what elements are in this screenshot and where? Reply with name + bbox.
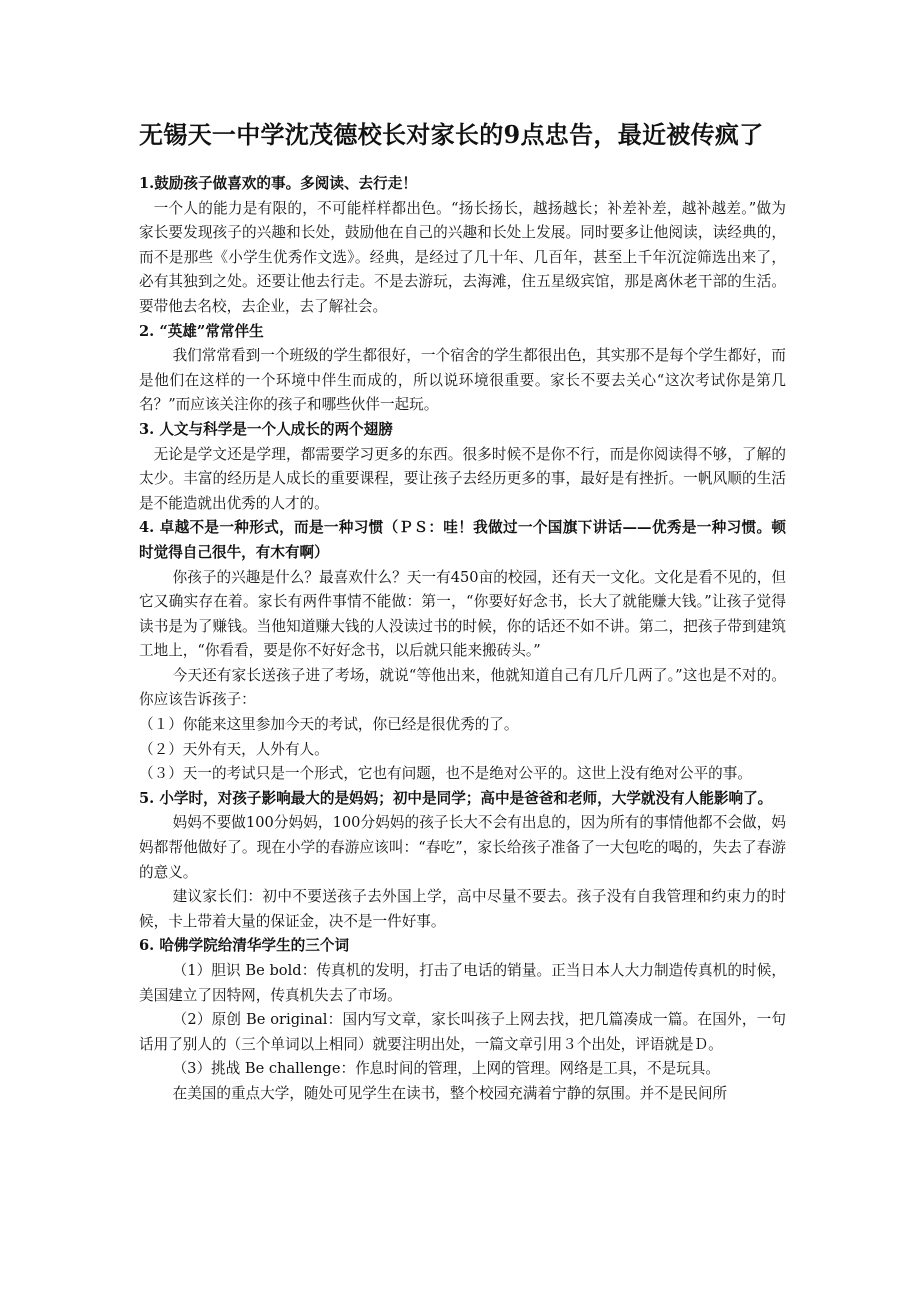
list-item: （３）天一的考试只是一个形式，它也有问题，也不是绝对公平的。这世上没有绝对公平的事。 xyxy=(139,765,752,783)
paragraph: 妈妈不要做100分妈妈，100分妈妈的孩子长大不会有出息的，因为所有的事情他都不会做，妈妈都帮他做好了。现在小学的春游应该叫：“春吃”，家长给孩子准备了一大包吃的喝的，失去了春游的意义。 xyxy=(139,814,786,881)
paragraph: 你孩子的兴趣是什么？最喜欢什么？天一有450亩的校园，还有天一文化。文化是看不见的，但它又确实存在着。家长有两件事情不能做：第一，“你要好好念书，长大了就能赚大钱。”让孩子觉得读书是为了赚钱。当他知道赚大钱的人没读过书的时候，你的话还不如不讲。第二，把孩子带到建筑工地上，“你看看，要是你不好好念书，以后就只能来搬砖头。” xyxy=(139,568,786,660)
paragraph: （1）胆识 Be bold：传真机的发明，打击了电话的销量。正当日本人大力制造传真机的时候，美国建立了因特网，传真机失去了市场。 xyxy=(139,962,786,1004)
section-heading-5: 5. 小学时，对孩子影响最大的是妈妈；初中是同学；高中是爸爸和老师，大学就没有人能影响了。 xyxy=(139,789,773,807)
paragraph: 我们常常看到一个班级的学生都很好，一个宿舍的学生都很出色，其实那不是每个学生都好，而是他们在这样的一个环境中伴生而成的，所以说环境很重要。家长不要去关心“这次考试你是第几名？”而应该关注你的孩子和哪些伙伴一起玩。 xyxy=(139,347,786,414)
section-heading-3: 3. 人文与科学是一个人成长的两个翅膀 xyxy=(139,420,393,438)
list-item: （２）天外有天，人外有人。 xyxy=(139,740,329,758)
section-heading-6: 6. 哈佛学院给清华学生的三个词 xyxy=(139,937,350,955)
document-title: 无锡天一中学沈茂德校长对家长的9点忠告，最近被传疯了 xyxy=(139,120,764,149)
section-heading-2: 2. “英雄”常常伴生 xyxy=(139,322,264,340)
list-item: （１）你能来这里参加今天的考试，你已经是很优秀的了。 xyxy=(139,716,519,734)
section-heading-4: 4. 卓越不是一种形式，而是一种习惯（ＰＳ：哇！我做过一个国旗下讲话——优秀是一种习惯。顿时觉得自己很牛，有木有啊） xyxy=(139,519,786,561)
paragraph: 一个人的能力是有限的，不可能样样都出色。“扬长扬长，越扬越长；补差补差，越补越差。”做为家长要发现孩子的兴趣和长处，鼓励他在自己的兴趣和长处上发展。同时要多让他阅读，读经典的，而不是那些《小学生优秀作文选》。经典，是经过了几十年、几百年，甚至上千年沉淀筛选出来了，必有其独到之处。还要让他去行走。不是去游玩，去海滩，住五星级宾馆，那是离休老干部的生活。要带他去名校，去企业，去了解社会。 xyxy=(139,199,786,315)
document-body xyxy=(139,172,786,1107)
section-heading-1: 1.鼓励孩子做喜欢的事。多阅读、去行走！ xyxy=(139,175,417,192)
paragraph: 在美国的重点大学，随处可见学生在读书，整个校园充满着宁静的氛围。并不是民间所 xyxy=(172,1084,728,1102)
paragraph: 无论是学文还是学理，都需要学习更多的东西。很多时候不是你不行，而是你阅读得不够，了解的太少。丰富的经历是人成长的重要课程，要让孩子去经历更多的事，最好是有挫折。一帆风顺的生活是不能造就出优秀的人才的。 xyxy=(139,445,786,512)
paragraph: 今天还有家长送孩子进了考场，就说“等他出来，他就知道自己有几斤几两了。”这也是不对的。你应该告诉孩子： xyxy=(139,666,786,709)
paragraph: （3）挑战 Be challenge：作息时间的管理，上网的管理。网络是工具，不是玩具。 xyxy=(172,1060,720,1078)
paragraph: 建议家长们：初中不要送孩子去外国上学，高中尽量不要去。孩子没有自我管理和约束力的时候，卡上带着大量的保证金，决不是一件好事。 xyxy=(139,888,786,930)
paragraph: （2）原创 Be original：国内写文章，家长叫孩子上网去找，把几篇凑成一篇。在国外，一句话用了别人的（三个单词以上相同）就要注明出处，一篇文章引用３个出处，评语就是Ｄ。 xyxy=(139,1011,786,1053)
